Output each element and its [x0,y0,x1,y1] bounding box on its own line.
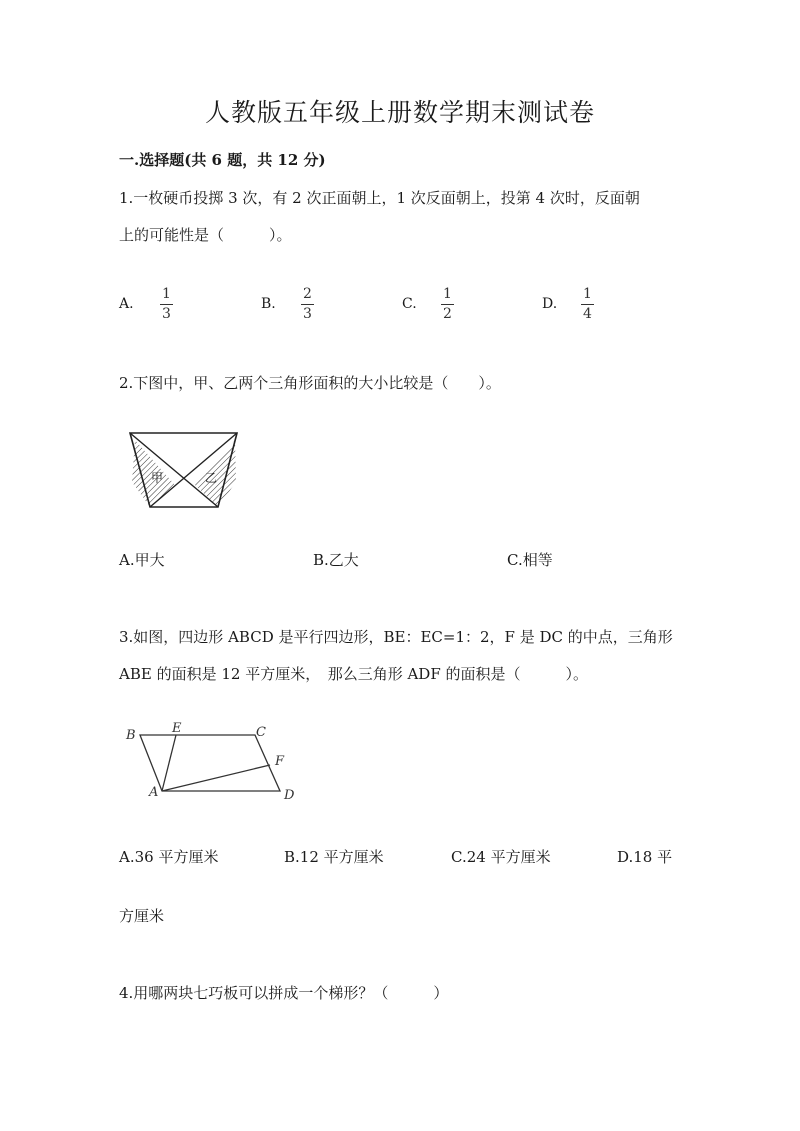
section-heading: 一.选择题(共 6 题，共 12 分) [119,151,326,169]
q2-label-jia: 甲 [151,471,164,485]
q1-option-a-denominator: 3 [162,306,171,322]
q3-label-a: A [149,785,159,800]
q3-parallelogram-figure [120,715,310,805]
q3-option-b[interactable]: B.12 平方厘米 [284,848,384,866]
question-1-line-1: 1.一枚硬币投掷 3 次，有 2 次正面朝上，1 次反面朝上，投第 4 次时，反面朝 [119,189,640,207]
q3-label-b: B [126,728,136,743]
q3-label-f: F [275,754,285,769]
q1-option-d-fraction[interactable] [581,287,594,322]
q3-label-c: C [256,725,266,740]
question-2-text: 2.下图中，甲、乙两个三角形面积的大小比较是（ ）。 [119,374,501,392]
q2-trapezoid-figure [125,425,245,515]
q3-option-d[interactable]: D.18 平 [617,848,673,866]
q1-option-a-numerator: 1 [160,287,173,305]
q2-option-b[interactable]: B.乙大 [313,551,359,569]
q1-option-c-fraction[interactable] [441,287,454,322]
q1-option-c-label[interactable]: C. [402,296,417,312]
q3-option-a[interactable]: A.36 平方厘米 [119,848,219,866]
q1-option-d-denominator: 4 [583,306,592,322]
question-1-line-2: 上的可能性是（ ）。 [119,226,292,244]
question-3-line-1: 3.如图，四边形 ABCD 是平行四边形，BE：EC=1：2，F 是 DC 的中点，三角形 [119,628,673,646]
q3-segment-af [162,765,270,791]
q1-option-a-fraction[interactable] [160,287,173,322]
q1-option-b-denominator: 3 [303,306,312,322]
q2-label-yi: 乙 [205,471,218,485]
question-3-line-2: ABE 的面积是 12 平方厘米， 那么三角形 ADF 的面积是（ ）。 [119,665,589,683]
page-title: 人教版五年级上册数学期末测试卷 [204,98,595,127]
q3-label-e: E [172,721,182,736]
q2-option-a[interactable]: A.甲大 [119,551,165,569]
q1-option-c-denominator: 2 [443,306,452,322]
q2-option-c[interactable]: C.相等 [507,551,553,569]
question-4-text: 4.用哪两块七巧板可以拼成一个梯形？（ ） [119,984,449,1002]
q3-label-d: D [284,788,295,803]
q3-option-c[interactable]: C.24 平方厘米 [451,848,551,866]
q3-parallelogram-abcd [140,735,280,791]
q3-segment-ae [162,735,176,791]
q3-option-d-wrap[interactable]: 方厘米 [119,907,165,925]
q1-option-c-numerator: 1 [441,287,454,305]
q1-option-d-label[interactable]: D. [542,296,558,312]
q1-option-b-fraction[interactable] [301,287,314,322]
q1-option-d-numerator: 1 [581,287,594,305]
q1-option-a-label[interactable]: A. [119,296,134,312]
q1-option-b-label[interactable]: B. [261,296,276,312]
q1-option-b-numerator: 2 [301,287,314,305]
